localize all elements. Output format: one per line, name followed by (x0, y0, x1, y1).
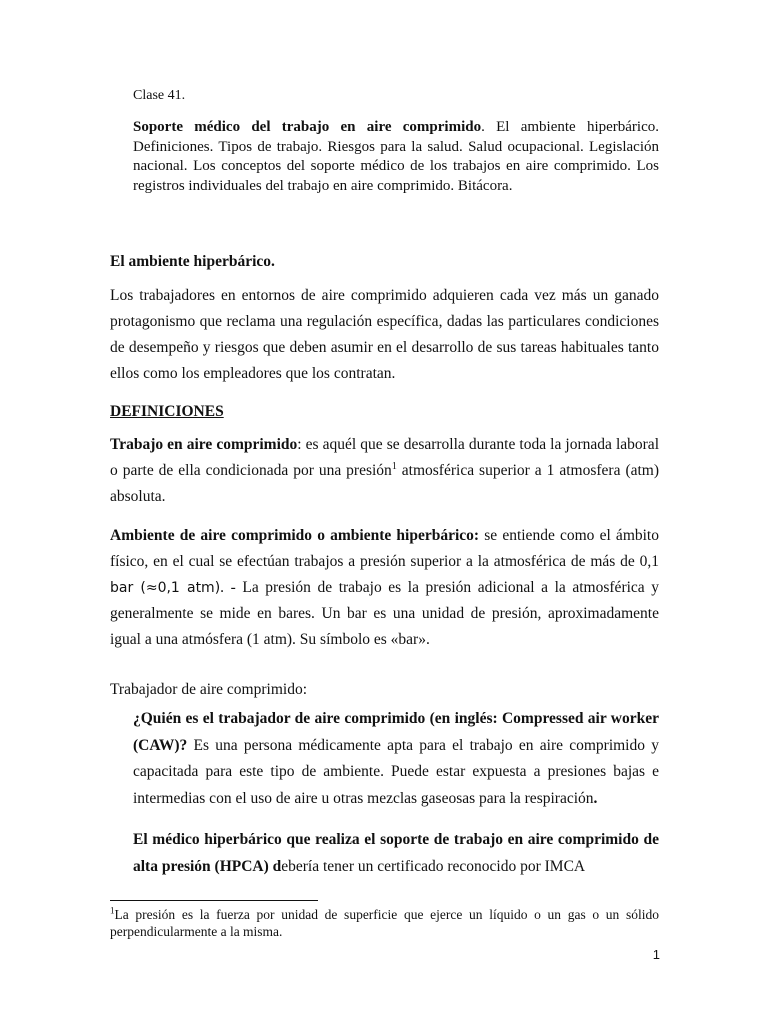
paragraph-intro: Los trabajadores en entornos de aire comprimido adquieren cada vez más un ganado protagonismo que reclama una regulación específica, dadas las particulares condiciones de desempeño y riesgos que deben asumir en el desarrollo de sus tareas habituales tanto ellos como los empleadores que los contratan. (110, 287, 659, 382)
math-expression: bar (≈0,1 atm) (110, 580, 221, 596)
footnote-separator (110, 900, 318, 901)
section-heading-ambiente: El ambiente hiperbárico. (110, 253, 275, 270)
definition-term: Ambiente de aire comprimido o ambiente hiperbárico: (110, 527, 480, 544)
page-number: 1 (652, 947, 660, 962)
definition-trabajador-body: ¿Quién es el trabajador de aire comprimido (en inglés: Compressed air worker (CAW)? Es una persona médicamente apta para el trabajo en aire comprimido y capacitada para este tipo de ambiente. Puede estar expuesta a presiones bajas e intermedias con el uso de aire u otras mezclas gaseosas para la respiración. (133, 710, 659, 807)
definition-ambiente-hiperbarico: Ambiente de aire comprimido o ambiente hiperbárico: se entiende como el ámbito físico, en el cual se efectúan trabajos a presión superior a la atmosférica de más de 0,1 bar (≈0,1 atm). - La presión de trabajo es la presión adicional a la atmosférica y generalmente se mide en bares. Un bar es una unidad de presión, aproximadamente igual a una atmósfera (1 atm). Su símbolo es «bar». (110, 527, 659, 648)
definition-question: ¿Quién es el trabajador de aire comprimido (en inglés: Compressed air worker (CAW)? (133, 710, 659, 754)
paragraph-medico-hiperbarico: El médico hiperbárico que realiza el soporte de trabajo en aire comprimido de alta presión (HPCA) debería tener un certificado reconocido por IMCA (133, 831, 659, 875)
summary-title: Soporte médico del trabajo en aire comprimido (133, 119, 482, 135)
footnote-text: La presión es la fuerza por unidad de superficie que ejerce un líquido o un gas o un sólido perpendicularmente a la misma. (110, 907, 659, 939)
footnote-ref: 1 (391, 460, 397, 472)
summary-body: . El ambiente hiperbárico. Definiciones. Tipos de trabajo. Riesgos para la salud. Salud ocupacional. Legislación nacional. Los conceptos del soporte médico de los trabajos en aire comprimido. Los registros individuales del trabajo en aire comprimido. Bitácora. (133, 119, 659, 194)
section-heading-definiciones: DEFINICIONES (110, 403, 224, 420)
definition-term: Trabajo en aire comprimido (110, 436, 298, 453)
class-summary (133, 118, 659, 196)
definition-trabajo-aire-comprimido: Trabajo en aire comprimido: es aquél que se desarrolla durante toda la jornada laboral o parte de ella condicionada por una presión$^1$ atmosférica superior a 1 atmosfera (atm) absoluta. (110, 436, 660, 505)
footnote-number: 1 (110, 905, 115, 916)
definition-heading-trabajador: Trabajador de aire comprimido: (110, 681, 307, 698)
class-label: Clase 41. (133, 88, 186, 103)
footnote (110, 907, 659, 940)
